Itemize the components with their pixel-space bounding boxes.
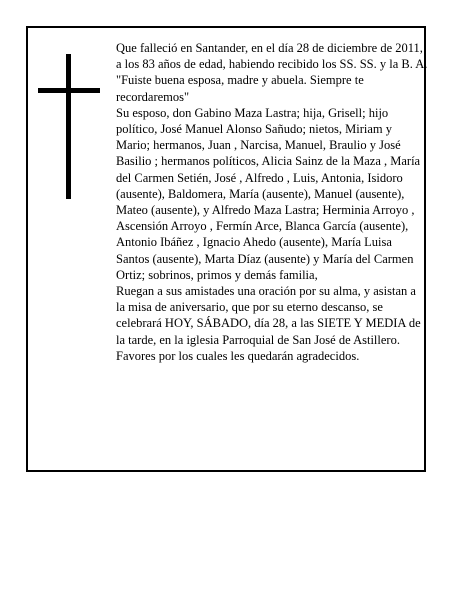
cross-horizontal-bar: [38, 88, 100, 93]
mass-invitation: Ruegan a sus amistades una oración por su alma, y asistan a la misa de aniversario, que por su eterno descanso, se celebrará HOY, SÁBADO, día 28, a las SIETE Y MEDIA de la tarde, en la iglesia Parroquial de San José de Astillero. Favores por los cuales les quedarán agradecidos.: [116, 284, 421, 363]
family-list: Su esposo, don Gabino Maza Lastra; hija, Grisell; hijo político, José Manuel Alonso Sañudo; nietos, Miriam y Mario; hermanos, Juan , Narcisa, Manuel, Braulio y José Basilio ; hermanos políticos, Alicia Sainz de la Maza , María del Carmen Setién, José , Alfredo , Luis, Antonia, Isidoro (ausente), Baldomera, María (ausente), Manuel (ausente), Mateo (ausente), y Alfredo Maza Lastra; Herminia Arroyo , Ascensión Arroyo , Fermín Arce, Blanca García (ausente), Antonio Ibáñez , Ignacio Ahedo (ausente), María Luisa Santos (ausente), Marta Díaz (ausente) y María del Carmen Ortiz; sobrinos, primos y demás familia,: [116, 105, 421, 282]
obituary-notice: [26, 26, 426, 472]
cross-vertical-bar: [66, 54, 71, 199]
memorial-quote: "Fuiste buena esposa, madre y abuela. Siempre te recordaremos": [116, 73, 364, 104]
cross-icon: [38, 54, 100, 199]
obituary-text: [116, 40, 428, 364]
death-announcement: Que falleció en Santander, en el día 28 de diciembre de 2011, a los 83 años de edad, habiendo recibido los SS. SS. y la B. A.: [116, 41, 428, 72]
